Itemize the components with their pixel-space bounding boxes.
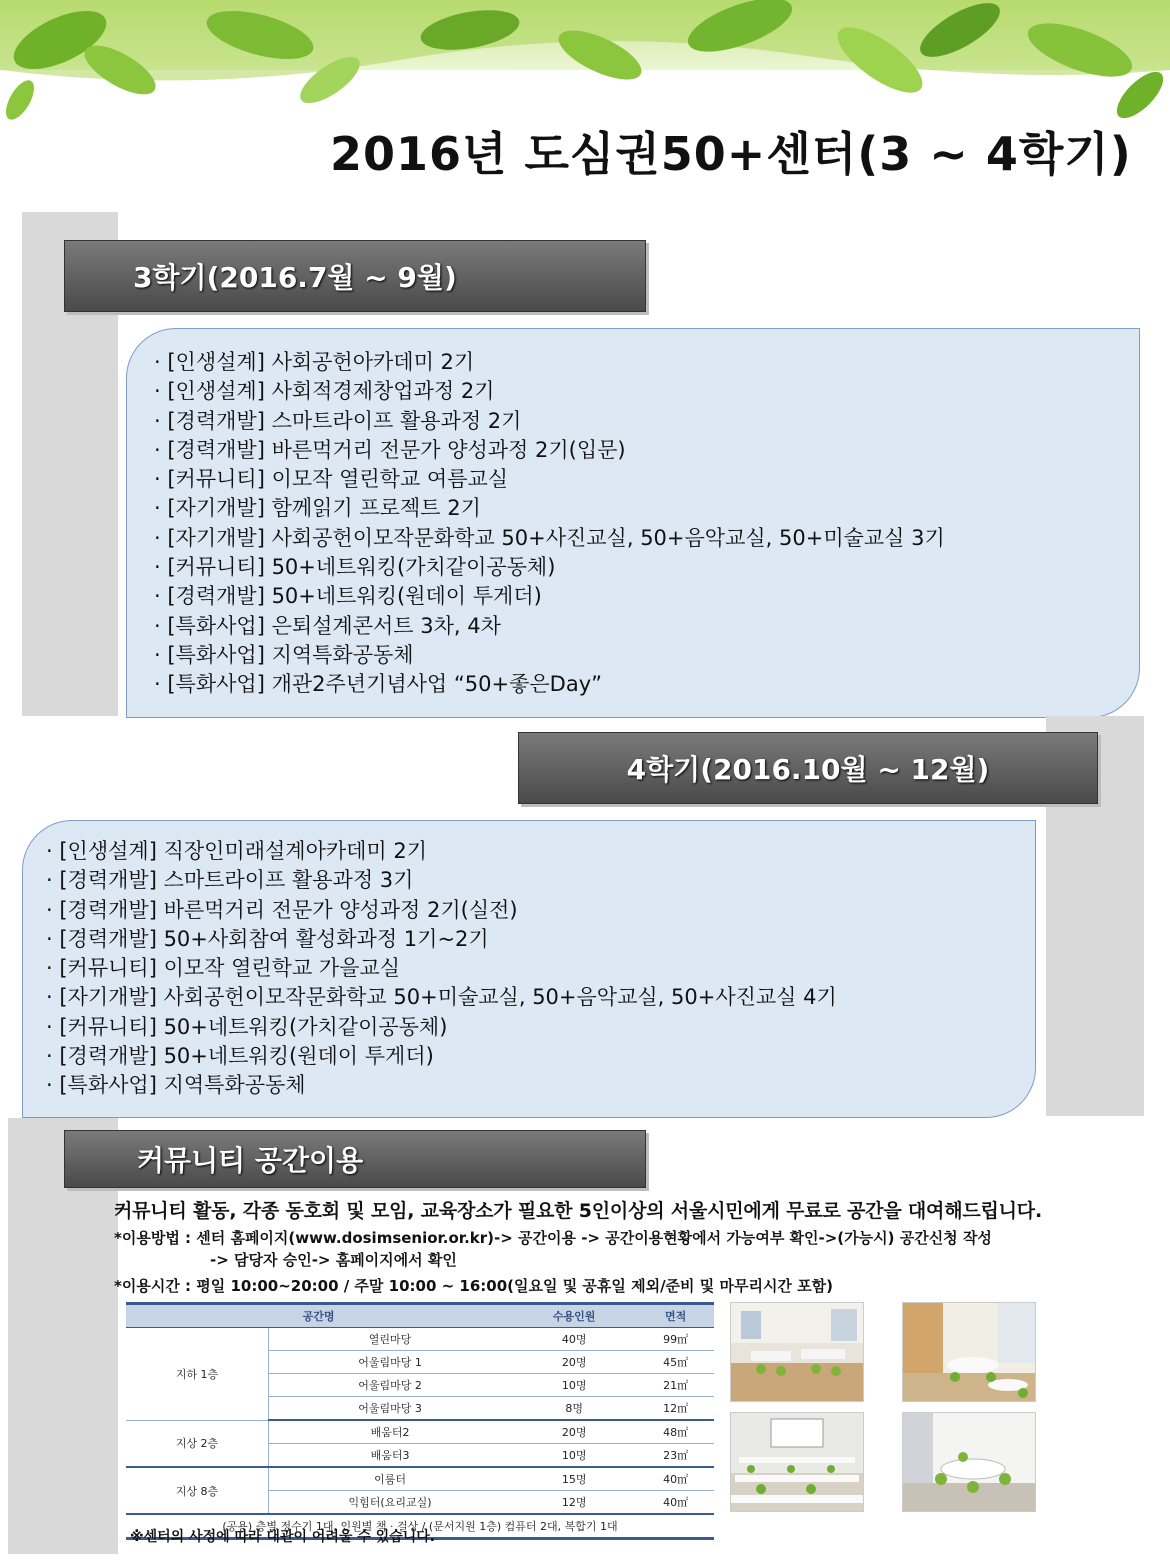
usage-method-line2: -> 담당자 승인-> 홈페이지에서 확인 bbox=[210, 1251, 457, 1269]
term3-item: · [커뮤니티] 50+네트워킹(가치같이공동체) bbox=[154, 553, 945, 582]
term3-header-label: 3학기(2016.7월 ~ 9월) bbox=[133, 261, 457, 294]
room-capacity: 40명 bbox=[511, 1328, 637, 1351]
room-area: 12㎡ bbox=[637, 1397, 714, 1421]
room-photo-3 bbox=[730, 1412, 864, 1512]
room-area: 21㎡ bbox=[637, 1374, 714, 1397]
leaf-banner-decoration bbox=[0, 0, 1170, 120]
term4-header bbox=[518, 732, 1098, 804]
table-row bbox=[126, 1420, 714, 1444]
community-lead-text: 커뮤니티 활동, 각종 동호회 및 모임, 교육장소가 필요한 5인이상의 서울시민에게 무료로 공간을 대여해드립니다. bbox=[114, 1200, 1042, 1222]
space-table bbox=[126, 1302, 714, 1540]
room-capacity: 10명 bbox=[511, 1444, 637, 1468]
room-name: 익힘터(요리교실) bbox=[269, 1491, 512, 1515]
room-name: 어울림마당 1 bbox=[269, 1351, 512, 1374]
usage-method-line1: *이용방법 : 센터 홈페이지(www.dosimsenior.or.kr)-> 공간이용 -> 공간이용현황에서 가능여부 확인->(가능시) 공간신청 작성 bbox=[114, 1229, 992, 1247]
term4-item: · [커뮤니티] 이모작 열린학교 가을교실 bbox=[46, 954, 837, 983]
term4-item: · [경력개발] 50+네트워킹(원데이 투게더) bbox=[46, 1042, 837, 1071]
term3-item: · [특화사업] 개관2주년기념사업 “50+좋은Day” bbox=[154, 670, 945, 699]
community-description bbox=[114, 1196, 1164, 1297]
term4-item: · [특화사업] 지역특화공동체 bbox=[46, 1071, 837, 1100]
room-capacity: 8명 bbox=[511, 1397, 637, 1421]
floor-label: 지상 8층 bbox=[126, 1467, 269, 1514]
term4-item: · [인생설계] 직장인미래설계아카데미 2기 bbox=[46, 837, 837, 866]
room-name: 이룸터 bbox=[269, 1467, 512, 1491]
term3-item: · [특화사업] 은퇴설계콘서트 3차, 4차 bbox=[154, 612, 945, 641]
term3-item: · [인생설계] 사회적경제창업과정 2기 bbox=[154, 377, 945, 406]
page-title: 2016년 도심권50+센터(3 ~ 4학기) bbox=[330, 127, 1132, 181]
room-area: 40㎡ bbox=[637, 1491, 714, 1515]
room-capacity: 12명 bbox=[511, 1491, 637, 1515]
term4-header-label: 4학기(2016.10월 ~ 12월) bbox=[626, 753, 990, 786]
space-name-header: 공간명 bbox=[126, 1304, 511, 1328]
term4-item-list bbox=[46, 837, 837, 1101]
term3-item: · [특화사업] 지역특화공동체 bbox=[154, 641, 945, 670]
room-name: 열린마당 bbox=[269, 1328, 512, 1351]
term4-item: · [자기개발] 사회공헌이모작문화학교 50+미술교실, 50+음악교실, 50+사진교실 4기 bbox=[46, 983, 837, 1012]
room-photo-4 bbox=[902, 1412, 1036, 1512]
room-area: 23㎡ bbox=[637, 1444, 714, 1468]
room-photo-2 bbox=[902, 1302, 1036, 1402]
community-header bbox=[64, 1130, 646, 1188]
term4-item: · [경력개발] 스마트라이프 활용과정 3기 bbox=[46, 866, 837, 895]
term3-item: · [자기개발] 함께읽기 프로젝트 2기 bbox=[154, 494, 945, 523]
room-name: 배움터2 bbox=[269, 1420, 512, 1444]
term3-item: · [커뮤니티] 이모작 열린학교 여름교실 bbox=[154, 465, 945, 494]
room-capacity: 20명 bbox=[511, 1351, 637, 1374]
room-name: 배움터3 bbox=[269, 1444, 512, 1468]
room-name: 어울림마당 3 bbox=[269, 1397, 512, 1421]
term3-item: · [경력개발] 바른먹거리 전문가 양성과정 2기(입문) bbox=[154, 436, 945, 465]
room-capacity: 10명 bbox=[511, 1374, 637, 1397]
room-area: 48㎡ bbox=[637, 1420, 714, 1444]
room-name: 어울림마당 2 bbox=[269, 1374, 512, 1397]
table-row bbox=[126, 1328, 714, 1351]
term3-item: · [자기개발] 사회공헌이모작문화학교 50+사진교실, 50+음악교실, 50+미술교실 3기 bbox=[154, 524, 945, 553]
capacity-header: 수용인원 bbox=[511, 1304, 637, 1328]
area-header: 면적 bbox=[637, 1304, 714, 1328]
term3-item: · [경력개발] 스마트라이프 활용과정 2기 bbox=[154, 407, 945, 436]
room-area: 99㎡ bbox=[637, 1328, 714, 1351]
usage-hours: *이용시간 : 평일 10:00~20:00 / 주말 10:00 ~ 16:00(일요일 및 공휴일 제외/준비 및 마무리시간 포함) bbox=[114, 1277, 833, 1295]
room-area: 40㎡ bbox=[637, 1467, 714, 1491]
term4-item: · [경력개발] 50+사회참여 활성화과정 1기~2기 bbox=[46, 925, 837, 954]
term3-item: · [경력개발] 50+네트워킹(원데이 투게더) bbox=[154, 582, 945, 611]
term3-item-list bbox=[154, 348, 945, 700]
table-footer-note: (공용) 층별 정수기 1대, 인원별 책 · 걸상 / (문서지원 1층) 컴퓨터 2대, 복합기 1대 bbox=[126, 1514, 714, 1539]
room-capacity: 20명 bbox=[511, 1420, 637, 1444]
room-area: 45㎡ bbox=[637, 1351, 714, 1374]
term3-header bbox=[64, 240, 646, 312]
room-capacity: 15명 bbox=[511, 1467, 637, 1491]
table-row bbox=[126, 1467, 714, 1491]
community-header-label: 커뮤니티 공간이용 bbox=[137, 1144, 364, 1177]
term4-item: · [커뮤니티] 50+네트워킹(가치같이공동체) bbox=[46, 1013, 837, 1042]
term3-item: · [인생설계] 사회공헌아카데미 2기 bbox=[154, 348, 945, 377]
floor-label: 지하 1층 bbox=[126, 1328, 269, 1421]
room-photo-1 bbox=[730, 1302, 864, 1402]
rental-notice: ※센터의 사정에 따라 대관이 어려울 수 있습니다. bbox=[130, 1529, 436, 1545]
term4-item: · [경력개발] 바른먹거리 전문가 양성과정 2기(실전) bbox=[46, 896, 837, 925]
floor-label: 지상 2층 bbox=[126, 1420, 269, 1467]
